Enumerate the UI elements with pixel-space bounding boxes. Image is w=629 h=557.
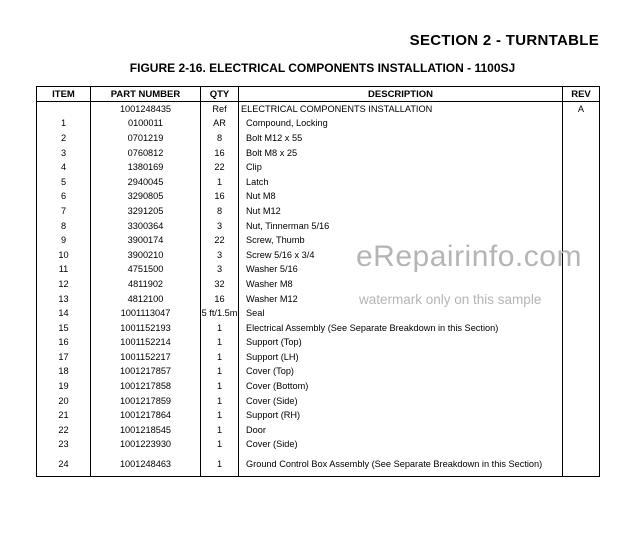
description-cell: Compound, Locking [239, 117, 563, 132]
item-cell: 4 [37, 160, 91, 175]
section-title: SECTION 2 - TURNTABLE [409, 32, 599, 49]
item-cell: 11 [37, 263, 91, 278]
item-cell: 18 [37, 365, 91, 380]
part-number-cell: 1001217858 [91, 379, 201, 394]
table-row [37, 394, 600, 409]
part-number-cell: 1001248435 [91, 102, 201, 117]
qty-cell: 3 [201, 219, 239, 234]
table-row [37, 336, 600, 351]
description-cell: Electrical Assembly (See Separate Breakdown in this Section) [239, 321, 563, 336]
qty-cell: 1 [201, 408, 239, 423]
table-row [37, 146, 600, 161]
part-number-cell: 1001152193 [91, 321, 201, 336]
parts-table [36, 86, 600, 477]
description-cell: Cover (Top) [239, 365, 563, 380]
part-number-cell: 1001217857 [91, 365, 201, 380]
rev-cell [563, 117, 600, 132]
column-header-item: ITEM [37, 87, 91, 102]
part-number-cell: 0701219 [91, 131, 201, 146]
qty-cell: 1 [201, 452, 239, 477]
part-number-cell: 1001152214 [91, 336, 201, 351]
item-cell: 1 [37, 117, 91, 132]
part-number-cell: 3300364 [91, 219, 201, 234]
item-cell: 17 [37, 350, 91, 365]
rev-cell [563, 146, 600, 161]
description-cell: Support (Top) [239, 336, 563, 351]
item-cell: 24 [37, 452, 91, 477]
qty-cell: 3 [201, 263, 239, 278]
rev-cell [563, 423, 600, 438]
table-row [37, 365, 600, 380]
qty-cell: 3 [201, 248, 239, 263]
item-cell: 12 [37, 277, 91, 292]
qty-cell: 1 [201, 175, 239, 190]
part-number-cell: 1001223930 [91, 438, 201, 453]
item-cell: 3 [37, 146, 91, 161]
description-cell: Seal [239, 306, 563, 321]
part-number-cell: 1001113047 [91, 306, 201, 321]
table-row [37, 379, 600, 394]
rev-cell [563, 408, 600, 423]
description-cell: Latch [239, 175, 563, 190]
qty-cell: 22 [201, 233, 239, 248]
table-row [37, 204, 600, 219]
qty-cell: 22 [201, 160, 239, 175]
column-header-description: DESCRIPTION [239, 87, 563, 102]
description-cell: ELECTRICAL COMPONENTS INSTALLATION [239, 102, 563, 117]
table-row [37, 160, 600, 175]
item-cell: 7 [37, 204, 91, 219]
watermark-site: eRepairinfo.com [356, 240, 582, 273]
qty-cell: 16 [201, 146, 239, 161]
item-cell: 10 [37, 248, 91, 263]
description-cell: Washer M12 [239, 292, 563, 307]
item-cell: 14 [37, 306, 91, 321]
part-number-cell: 3900174 [91, 233, 201, 248]
description-cell: Nut M12 [239, 204, 563, 219]
description-cell: Nut, Tinnerman 5/16 [239, 219, 563, 234]
qty-cell: 1 [201, 350, 239, 365]
part-number-cell: 1001152217 [91, 350, 201, 365]
description-cell: Cover (Side) [239, 438, 563, 453]
part-number-cell: 1001217864 [91, 408, 201, 423]
table-row [37, 452, 600, 477]
rev-cell: A [563, 102, 600, 117]
rev-cell [563, 379, 600, 394]
item-cell: 13 [37, 292, 91, 307]
table-row [37, 175, 600, 190]
item-cell: 6 [37, 190, 91, 205]
qty-cell: 16 [201, 292, 239, 307]
qty-cell: 1 [201, 438, 239, 453]
table-row [37, 219, 600, 234]
rev-cell [563, 321, 600, 336]
item-cell: 2 [37, 131, 91, 146]
column-header-rev: REV [563, 87, 600, 102]
part-number-cell: 3291205 [91, 204, 201, 219]
description-cell: Bolt M12 x 55 [239, 131, 563, 146]
rev-cell [563, 160, 600, 175]
part-number-cell: 3900210 [91, 248, 201, 263]
table-row [37, 306, 600, 321]
qty-cell: 16 [201, 190, 239, 205]
part-number-cell: 1001248463 [91, 452, 201, 477]
description-cell: Bolt M8 x 25 [239, 146, 563, 161]
item-cell [37, 102, 91, 117]
item-cell: 8 [37, 219, 91, 234]
table-row [37, 131, 600, 146]
rev-cell [563, 190, 600, 205]
table-row [37, 423, 600, 438]
part-number-cell: 1380169 [91, 160, 201, 175]
rev-cell [563, 438, 600, 453]
qty-cell: Ref [201, 102, 239, 117]
table-row [37, 321, 600, 336]
qty-cell: 1 [201, 365, 239, 380]
description-cell: Nut M8 [239, 190, 563, 205]
item-cell: 16 [37, 336, 91, 351]
item-cell: 21 [37, 408, 91, 423]
rev-cell [563, 204, 600, 219]
rev-cell [563, 131, 600, 146]
part-number-cell: 4812100 [91, 292, 201, 307]
rev-cell [563, 394, 600, 409]
table-header-row [37, 87, 600, 102]
column-header-part-number: PART NUMBER [91, 87, 201, 102]
table-row [37, 350, 600, 365]
rev-cell [563, 306, 600, 321]
item-cell: 9 [37, 233, 91, 248]
qty-cell: 1 [201, 423, 239, 438]
part-number-cell: 4811902 [91, 277, 201, 292]
description-cell: Cover (Bottom) [239, 379, 563, 394]
rev-cell [563, 277, 600, 292]
rev-cell [563, 350, 600, 365]
item-cell: 20 [37, 394, 91, 409]
qty-cell: 8 [201, 204, 239, 219]
table-row [37, 277, 600, 292]
part-number-cell: 1001217859 [91, 394, 201, 409]
description-cell: Support (RH) [239, 408, 563, 423]
qty-cell: 1 [201, 321, 239, 336]
description-cell: Ground Control Box Assembly (See Separate Breakdown in this Section) [239, 452, 563, 477]
qty-cell: 5 ft/1.5m [201, 306, 239, 321]
table-body [37, 102, 600, 477]
part-number-cell: 0100011 [91, 117, 201, 132]
description-cell: Screw 5/16 x 3/4 [239, 248, 563, 263]
item-cell: 23 [37, 438, 91, 453]
qty-cell: 1 [201, 379, 239, 394]
figure-title: FIGURE 2-16. ELECTRICAL COMPONENTS INSTALLATION - 1100SJ [129, 61, 516, 75]
qty-cell: 1 [201, 394, 239, 409]
part-number-cell: 2940045 [91, 175, 201, 190]
rev-cell [563, 292, 600, 307]
part-number-cell: 1001218545 [91, 423, 201, 438]
item-cell: 5 [37, 175, 91, 190]
table-row [37, 190, 600, 205]
description-cell: Washer 5/16 [239, 263, 563, 278]
rev-cell [563, 452, 600, 477]
description-cell: Washer M8 [239, 277, 563, 292]
description-cell: Support (LH) [239, 350, 563, 365]
description-cell: Screw, Thumb [239, 233, 563, 248]
part-number-cell: 3290805 [91, 190, 201, 205]
table-row [37, 117, 600, 132]
table-row [37, 438, 600, 453]
description-cell: Clip [239, 160, 563, 175]
item-cell: 15 [37, 321, 91, 336]
description-cell: Cover (Side) [239, 394, 563, 409]
rev-cell [563, 365, 600, 380]
watermark-note: watermark only on this sample [359, 292, 542, 307]
qty-cell: AR [201, 117, 239, 132]
part-number-cell: 4751500 [91, 263, 201, 278]
qty-cell: 8 [201, 131, 239, 146]
item-cell: 22 [37, 423, 91, 438]
qty-cell: 1 [201, 336, 239, 351]
rev-cell [563, 336, 600, 351]
table-row [37, 102, 600, 117]
description-cell: Door [239, 423, 563, 438]
rev-cell [563, 219, 600, 234]
rev-cell [563, 175, 600, 190]
item-cell: 19 [37, 379, 91, 394]
column-header-qty: QTY [201, 87, 239, 102]
qty-cell: 32 [201, 277, 239, 292]
table-row [37, 408, 600, 423]
part-number-cell: 0760812 [91, 146, 201, 161]
